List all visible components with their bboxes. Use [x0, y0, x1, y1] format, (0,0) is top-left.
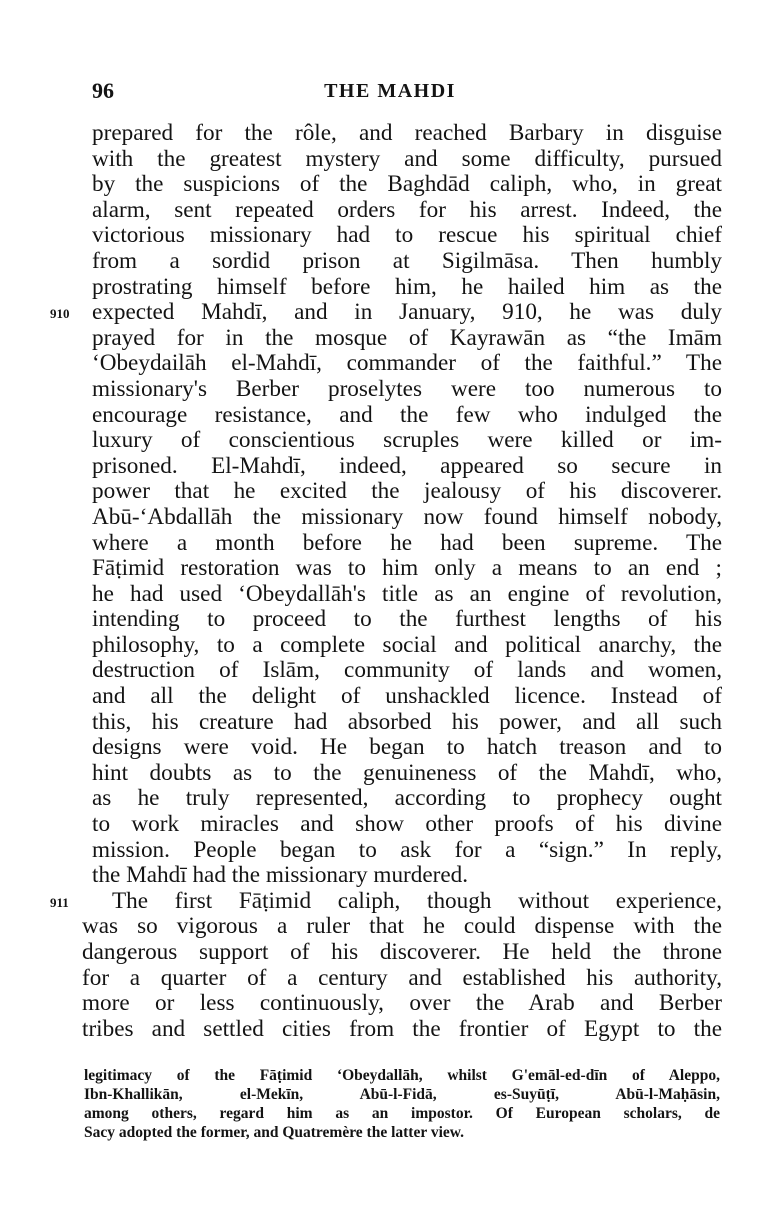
text-line: designs were void. He began to hatch treason and to — [92, 734, 722, 761]
text-line-with-margin-note — [50, 299, 722, 326]
margin-note-date: 910 — [50, 306, 70, 322]
text-line: prostrating himself before him, he hailed him as the — [92, 273, 722, 300]
body-text — [50, 120, 722, 1042]
text-line: from a sordid prison at Sigilmāsa. Then humbly — [92, 247, 722, 274]
text-line: destruction of Islām, community of lands and women, — [92, 657, 722, 684]
text-line: victorious missionary had to rescue his spiritual chief — [92, 222, 722, 249]
text-line: encourage resistance, and the few who indulged the — [92, 401, 722, 428]
text-line-paragraph-end: the Mahdī had the missionary murdered. — [92, 862, 469, 889]
footnote-line: legitimacy of the Fāṭimid ‘Obeydallāh, whilst G'emāl-ed-dīn of Aleppo, — [84, 1067, 720, 1084]
text-line: prayed for in the mosque of Kayrawān as “the Imām — [92, 324, 722, 351]
text-line: more or less continuously, over the Arab and Berber — [82, 990, 722, 1017]
page-number: 96 — [92, 78, 114, 103]
text-line: with the greatest mystery and some difficulty, pursued — [92, 145, 722, 172]
text-line: power that he excited the jealousy of his discoverer. — [92, 478, 722, 505]
text-line: missionary's Berber proselytes were too numerous to — [92, 375, 722, 402]
text-line-content: The first Fāṭimid caliph, though without experience, — [112, 887, 722, 914]
running-head: THE MAHDI — [324, 80, 456, 102]
text-line: for a quarter of a century and established his authority, — [82, 964, 722, 991]
text-line: Fāṭimid restoration was to him only a means to an end ; — [92, 555, 722, 582]
text-line: this, his creature had absorbed his power, and all such — [92, 708, 722, 735]
footnote-line: Ibn-Khallikān, el-Mekīn, Abū-l-Fidā, es-Suyūṭī, Abū-l-Maḥāsin, — [84, 1086, 720, 1103]
text-line: luxury of conscientious scruples were killed or im- — [92, 427, 722, 454]
text-line: as he truly represented, according to prophecy ought — [92, 785, 722, 812]
text-line: hint doubts as to the genuineness of the Mahdī, who, — [92, 759, 722, 786]
text-line: prisoned. El-Mahdī, indeed, appeared so secure in — [92, 452, 722, 479]
text-line: and all the delight of unshackled licence. Instead of — [92, 683, 722, 710]
text-line: Abū-‘Abdallāh the missionary now found himself nobody, — [92, 503, 722, 530]
text-line-content: expected Mahdī, and in January, 910, he was duly — [92, 299, 722, 326]
footnote — [84, 1066, 720, 1142]
text-line: by the suspicions of the Baghdād caliph, who, in great — [92, 171, 722, 198]
text-line: prepared for the rôle, and reached Barbary in disguise — [92, 120, 722, 146]
text-line: where a month before he had been supreme. The — [92, 529, 722, 556]
text-line: dangerous support of his discoverer. He held the throne — [82, 939, 722, 965]
margin-note-date: 911 — [50, 894, 69, 910]
text-line: philosophy, to a complete social and political anarchy, the — [92, 631, 722, 658]
text-line: ‘Obeydailāh el-Mahdī, commander of the faithful.” The — [92, 350, 722, 377]
text-line: intending to proceed to the furthest lengths of his — [92, 606, 722, 633]
text-line: he had used ‘Obeydallāh's title as an engine of revolution, — [92, 580, 722, 607]
text-line: alarm, sent repeated orders for his arrest. Indeed, the — [92, 196, 722, 223]
text-line: was so vigorous a ruler that he could dispense with the — [82, 913, 722, 940]
text-line: tribes and settled cities from the frontier of Egypt to the — [82, 1015, 722, 1042]
text-line-with-margin-note — [50, 887, 722, 915]
footnote-line: among others, regard him as an impostor. Of European scholars, de — [84, 1105, 720, 1122]
footnote-line: Sacy adopted the former, and Quatremère the latter view. — [84, 1124, 464, 1141]
text-line: to work miracles and show other proofs of his divine — [92, 811, 722, 838]
text-line: mission. People began to ask for a “sign.” In reply, — [92, 836, 722, 863]
